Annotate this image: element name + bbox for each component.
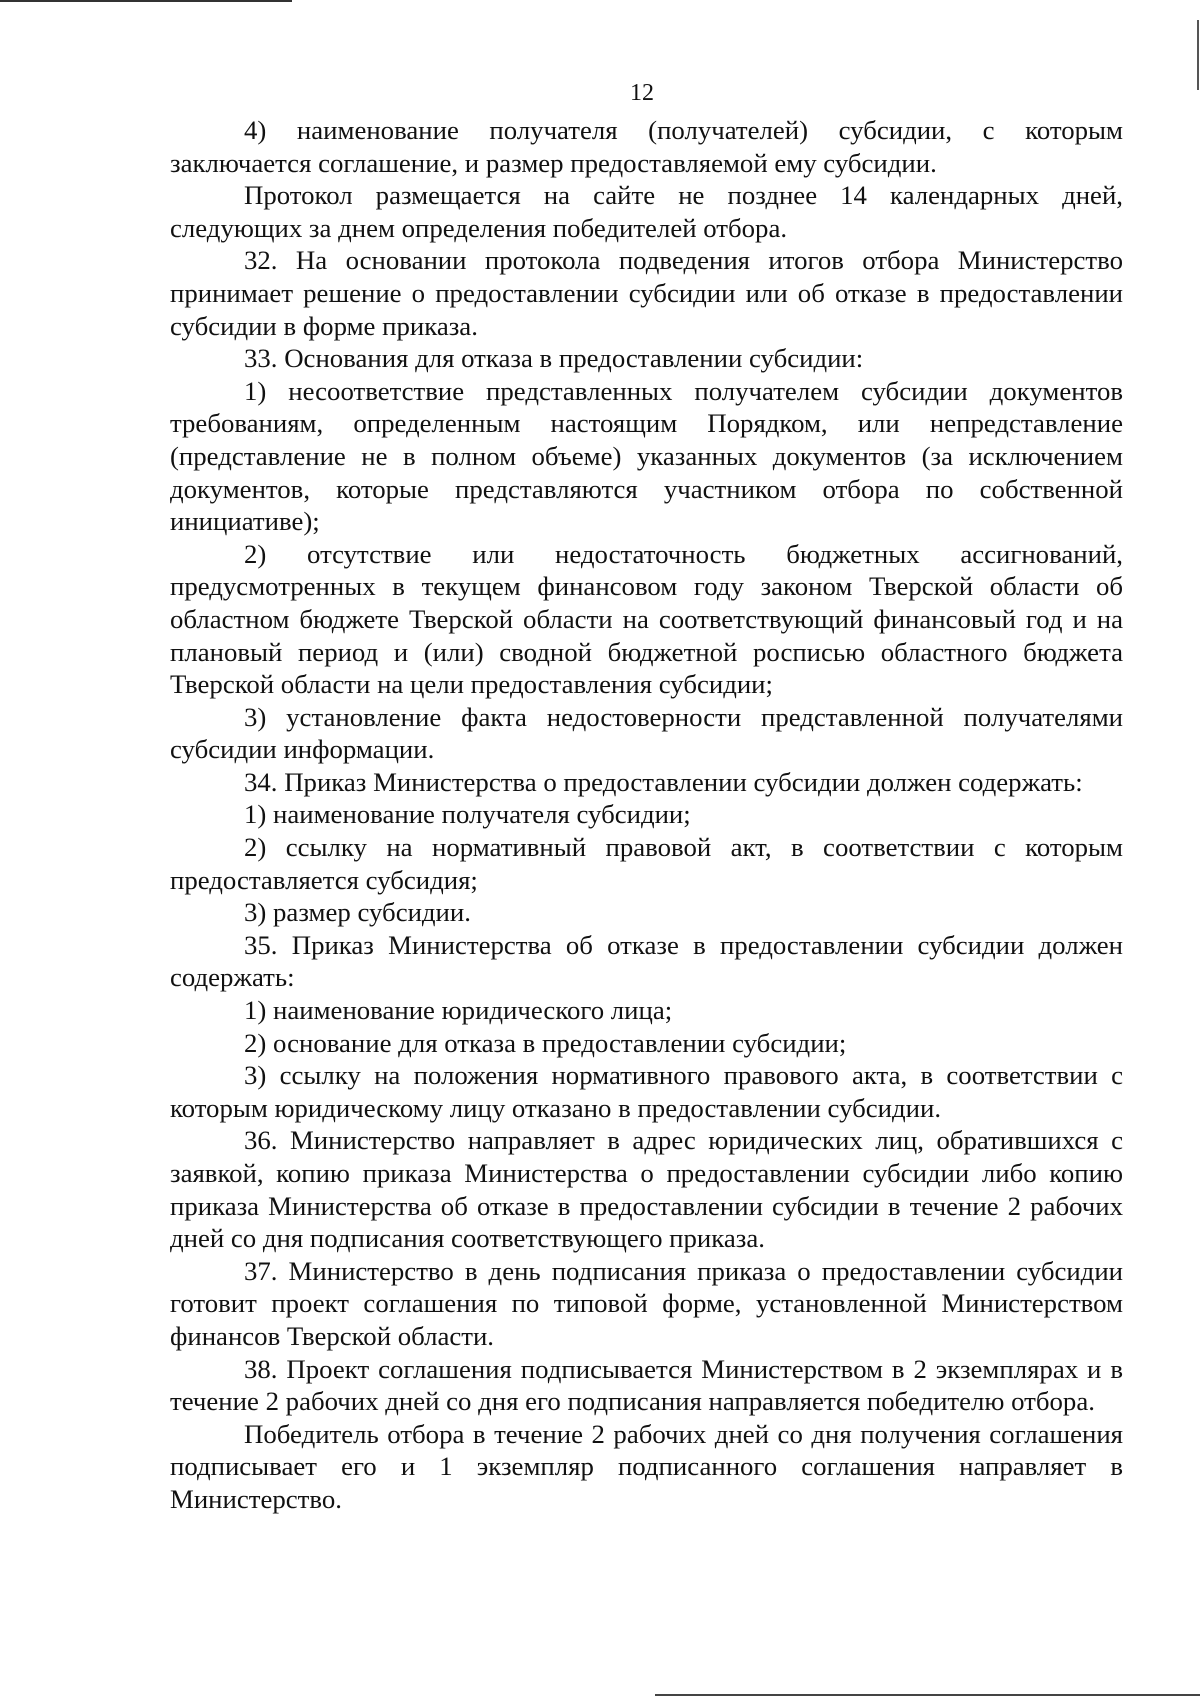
paragraph: Победитель отбора в течение 2 рабочих дней со дня получения соглашения подписывает его и 1 экземпляр подписанного соглашения направляет в Министерство.: [170, 1418, 1123, 1514]
paragraph: 3) ссылку на положения нормативного правового акта, в соответствии с которым юридическому лицу отказано в предоставлении субсидии.: [170, 1060, 1123, 1123]
scan-edge-top: [0, 0, 292, 2]
paragraph: 3) размер субсидии.: [244, 897, 471, 928]
paragraph: 3) установление факта недостоверности представленной получателями субсидии информации.: [170, 701, 1123, 765]
paragraph: 34. Приказ Министерства о предоставлении субсидии должен содержать:: [244, 766, 1083, 797]
paragraph: 35. Приказ Министерства об отказе в предоставлении субсидии должен содержать:: [170, 929, 1123, 993]
paragraph: 37. Министерство в день подписания приказа о предоставлении субсидии готовит проект соглашения по типовой форме, установленной Министерством финансов Тверской области.: [170, 1255, 1123, 1351]
paragraph: 1) несоответствие представленных получателем субсидии документов требованиям, определенным настоящим Порядком, или непредставление (представление не в полном объеме) указанных документов (за исключением документов, которые представляются участником отбора по собственной инициативе);: [170, 375, 1123, 537]
paragraph: 33. Основания для отказа в предоставлении субсидии:: [244, 343, 864, 374]
paragraph: 36. Министерство направляет в адрес юридических лиц, обратившихся с заявкой, копию приказа Министерства о предоставлении субсидии либо копию приказа Министерства об отказе в предоставлении субсидии в течение 2 рабочих дней со дня подписания соответствующего приказа.: [170, 1125, 1123, 1254]
scan-edge-bottom: [655, 1694, 1200, 1696]
page-number: 12: [630, 80, 654, 106]
paragraph: 2) основание для отказа в предоставлении субсидии;: [244, 1027, 847, 1058]
paragraph: 2) ссылку на нормативный правовой акт, в соответствии с которым предоставляется субсидия;: [170, 832, 1123, 895]
paragraph: Протокол размещается на сайте не позднее 14 календарных дней, следующих за днем определения победителей отбора.: [170, 180, 1123, 243]
paragraph: 32. На основании протокола подведения итогов отбора Министерство принимает решение о предоставлении субсидии или об отказе в предоставлении субсидии в форме приказа.: [170, 245, 1123, 341]
paragraph: 38. Проект соглашения подписывается Министерством в 2 экземплярах и в течение 2 рабочих дней со дня его подписания направляется победителю отбора.: [170, 1353, 1123, 1417]
paragraph: 2) отсутствие или недостаточность бюджетных ассигнований, предусмотренных в текущем финансовом году законом Тверской области об областном бюджете Тверской области на соответствующий финансовый год и на плановый период и (или) сводной бюджетной росписью областного бюджета Тверской области на цели предоставления субсидии;: [170, 538, 1123, 700]
document-body: [170, 114, 1123, 1516]
paragraph: 4) наименование получателя (получателей) субсидии, с которым заключается соглашение, и размер предоставляемой ему субсидии.: [170, 115, 1123, 178]
paragraph: 1) наименование юридического лица;: [244, 995, 673, 1026]
paragraph: 1) наименование получателя субсидии;: [244, 799, 691, 830]
